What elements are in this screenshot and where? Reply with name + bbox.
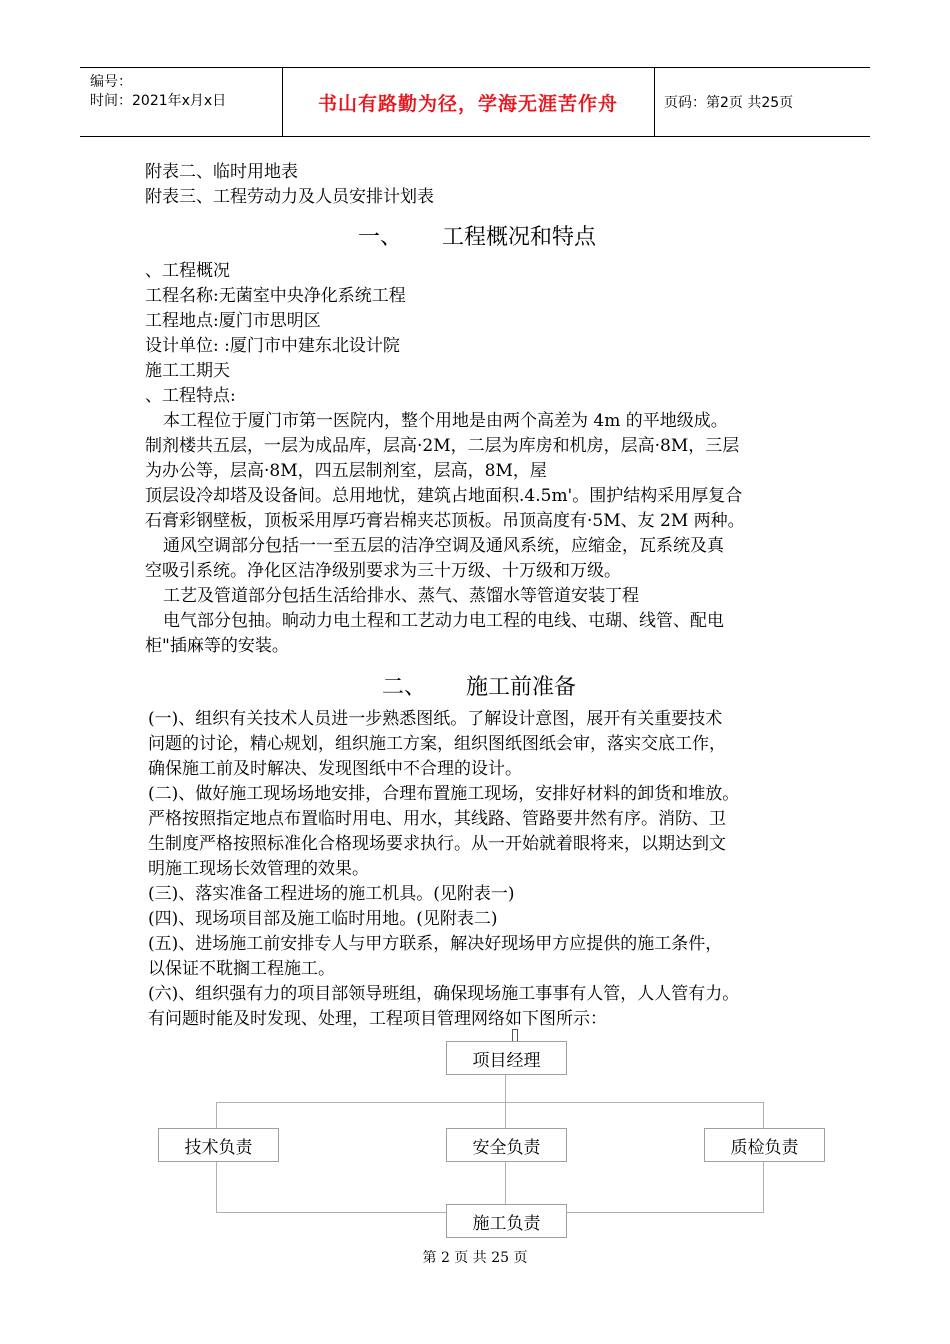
time-label: 时间：2021年x月x日 (90, 93, 227, 109)
prep-line: (五)、进场施工前安排专人与甲方联系，解决好现场甲方应提供的施工条件， (148, 934, 723, 954)
appendix-item: 附表三、工程劳动力及人员安排计划表 (145, 187, 434, 207)
feature-line: 顶层设冷却塔及设备间。总用地忧，建筑占地面积.4.5m'。围护结构采用厚复合 (145, 486, 743, 506)
connector-line (763, 1102, 764, 1128)
org-box-project-manager (446, 1041, 567, 1075)
feature-line: 本工程位于厦门市第一医院内，整个用地是由两个高差为 4m 的平地级成。 (163, 411, 728, 431)
page-footer: 第 2 页 共 25 页 (422, 1250, 528, 1266)
connector-line (216, 1102, 217, 1128)
section2-title: 施工前准备 (466, 675, 577, 700)
connector-line (505, 1073, 506, 1128)
prep-line: (三)、落实准备工程进场的施工机具。(见附表一) (148, 884, 515, 904)
org-box-label: 技术负责 (184, 1137, 253, 1158)
org-box-technical (158, 1128, 279, 1162)
feature-line: 制剂楼共五层，一层为成品库，层高·2M，二层为库房和机房，层高·8M，三层 (145, 436, 740, 456)
overview-line: 、工程概况 (145, 261, 230, 281)
prep-line: 确保施工前及时解决、发现图纸中不合理的设计。 (148, 759, 522, 779)
prep-line: 生制度严格按照标准化合格现场要求执行。从一开始就着眼将来，以期达到文 (148, 834, 726, 854)
connector-line (216, 1212, 446, 1213)
chart-marker (517, 1029, 518, 1041)
section2-body (148, 707, 813, 1032)
connector-line (505, 1161, 506, 1205)
feature-line: 石膏彩钢壁板，顶板采用厚巧膏岩棉夹芯顶板。吊顶高度有·5M、友 2M 两种。 (145, 511, 745, 531)
org-box-quality (704, 1128, 825, 1162)
feature-line: 通风空调部分包括一一至五层的洁净空调及通风系统，应缩金，瓦系统及真 (163, 536, 724, 556)
org-box-label: 安全负责 (472, 1137, 541, 1158)
org-box-construction (446, 1204, 567, 1238)
section1-heading (358, 220, 596, 251)
feature-line: 为办公等，层高·8M，四五层制剂室，层高，8M，屋 (145, 461, 547, 481)
section1-title: 工程概况和特点 (442, 225, 597, 250)
appendix-item: 附表二、临时用地表 (145, 162, 298, 182)
overview-line: 设计单位: :厦门市中建东北设计院 (145, 336, 400, 356)
header-motto-cell (282, 68, 655, 136)
document-header (80, 67, 870, 137)
section2-heading (382, 670, 576, 701)
connector-line (566, 1212, 764, 1213)
section1-body (145, 259, 810, 659)
connector-line (216, 1161, 217, 1213)
org-box-label: 质检负责 (730, 1137, 799, 1158)
prep-line: (四)、现场项目部及施工临时用地。(见附表二) (148, 909, 498, 929)
chart-marker (512, 1029, 513, 1041)
prep-line: 以保证不耽搁工程施工。 (148, 959, 335, 979)
feature-line: 柜"插麻等的安装。 (145, 636, 289, 656)
header-meta-cell (80, 68, 283, 136)
overview-line: 工程地点:厦门市思明区 (145, 311, 321, 331)
code-label: 编号： (90, 74, 132, 90)
org-box-label: 施工负责 (472, 1213, 541, 1234)
prep-line: 严格按照指定地点布置临时用电、用水，其线路、管路要井然有序。消防、卫 (148, 809, 726, 829)
feature-line: 空吸引系统。净化区洁净级别要求为三十万级、十万级和万级。 (145, 561, 621, 581)
feature-line: 工艺及管道部分包括生活给排水、蒸气、蒸馏水等管道安装丁程 (163, 586, 639, 606)
prep-line: 明施工现场长效管理的效果。 (148, 859, 369, 879)
prep-line: (一)、组织有关技术人员进一步熟悉图纸。了解设计意图，展开有关重要技术 (148, 709, 723, 729)
page-info: 页码：第2页 共25页 (664, 95, 794, 111)
chart-marker (512, 1029, 518, 1030)
org-box-safety (446, 1128, 567, 1162)
motto-text: 书山有路勤为径，学海无涯苦作舟 (317, 92, 618, 115)
section1-number: 一、 (358, 225, 403, 250)
connector-line (763, 1161, 764, 1213)
appendix-list (145, 160, 810, 210)
overview-line: 工程名称:无菌室中央净化系统工程 (145, 286, 406, 306)
connector-line (216, 1102, 764, 1103)
prep-line: (二)、做好施工现场场地安排，合理布置施工现场，安排好材料的卸货和堆放。 (148, 784, 740, 804)
overview-line: 施工工期天 (145, 361, 230, 381)
feature-line: 电气部分包抽。晌动力电土程和工艺动力电工程的电线、屯瑚、线管、配电 (163, 611, 724, 631)
prep-line: (六)、组织强有力的项目部领导班组，确保现场施工事事有人管，人人管有力。 (148, 984, 740, 1004)
prep-line: 问题的讨论，精心规划，组织施工方案，组织图纸图纸会审，落实交底工作， (148, 734, 726, 754)
overview-line: 、工程特点: (145, 386, 236, 406)
org-box-label: 项目经理 (472, 1050, 541, 1071)
prep-line: 有问题时能及时发现、处理，工程项目管理网络如下图所示： (148, 1009, 607, 1029)
section2-number: 二、 (382, 675, 427, 700)
